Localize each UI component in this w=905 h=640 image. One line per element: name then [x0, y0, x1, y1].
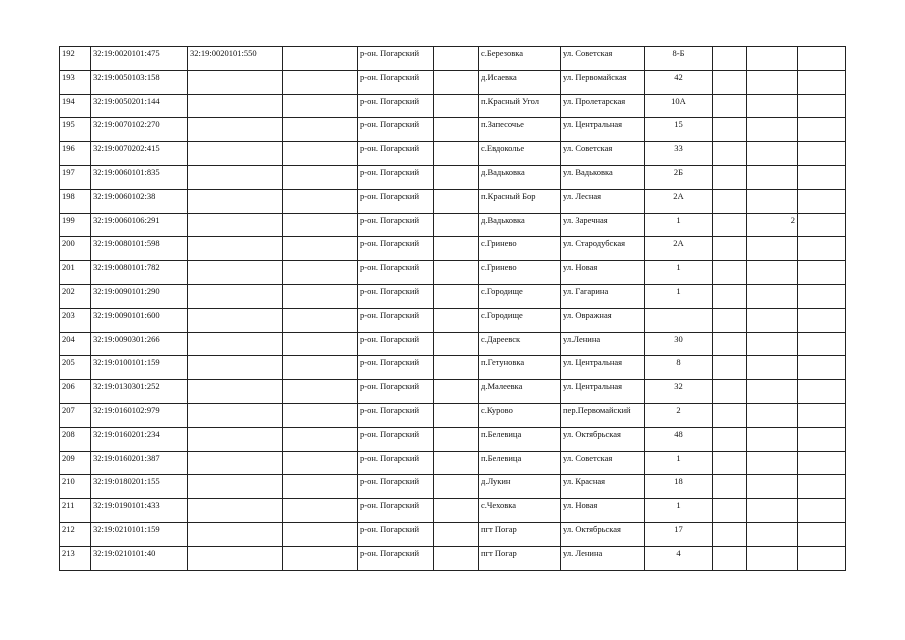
house-number-cell: 33 [645, 142, 713, 166]
empty-cell [434, 451, 479, 475]
linked-cadastral-number-cell [188, 284, 283, 308]
linked-cadastral-number-cell [188, 332, 283, 356]
district-cell: р-он. Погарский [358, 118, 434, 142]
row-number-cell: 202 [60, 284, 91, 308]
count-cell [747, 451, 798, 475]
district-cell: р-он. Погарский [358, 475, 434, 499]
locality-cell: д.Исаевка [479, 70, 561, 94]
empty-cell [434, 47, 479, 71]
empty-cell [434, 142, 479, 166]
linked-cadastral-number-cell: 32:19:0020101:550 [188, 47, 283, 71]
locality-cell: с.Курово [479, 403, 561, 427]
cadastral-number-cell: 32:19:0090301:266 [91, 332, 188, 356]
empty-cell [713, 356, 747, 380]
linked-cadastral-number-cell [188, 118, 283, 142]
linked-cadastral-number-cell [188, 546, 283, 570]
locality-cell: п.Белевица [479, 451, 561, 475]
house-number-cell: 1 [645, 213, 713, 237]
empty-cell [798, 380, 846, 404]
street-cell: ул. Красная [561, 475, 645, 499]
empty-cell [283, 380, 358, 404]
count-cell [747, 237, 798, 261]
empty-cell [798, 522, 846, 546]
street-cell: ул. Вадьковка [561, 165, 645, 189]
row-number-cell: 199 [60, 213, 91, 237]
count-cell [747, 522, 798, 546]
district-cell: р-он. Погарский [358, 70, 434, 94]
linked-cadastral-number-cell [188, 403, 283, 427]
row-number-cell: 212 [60, 522, 91, 546]
linked-cadastral-number-cell [188, 237, 283, 261]
street-cell: ул. Гагарина [561, 284, 645, 308]
table-row [60, 70, 846, 94]
count-cell [747, 284, 798, 308]
district-cell: р-он. Погарский [358, 451, 434, 475]
linked-cadastral-number-cell [188, 94, 283, 118]
table-row [60, 356, 846, 380]
empty-cell [798, 475, 846, 499]
cadastral-number-cell: 32:19:0190101:433 [91, 499, 188, 523]
empty-cell [798, 403, 846, 427]
cadastral-number-cell: 32:19:0060102:38 [91, 189, 188, 213]
street-cell: ул. Стародубская [561, 237, 645, 261]
empty-cell [713, 308, 747, 332]
house-number-cell: 42 [645, 70, 713, 94]
empty-cell [434, 403, 479, 427]
count-cell [747, 427, 798, 451]
linked-cadastral-number-cell [188, 189, 283, 213]
cadastral-number-cell: 32:19:0050201:144 [91, 94, 188, 118]
empty-cell [283, 546, 358, 570]
cadastral-number-cell: 32:19:0100101:159 [91, 356, 188, 380]
cadastral-number-cell: 32:19:0060101:835 [91, 165, 188, 189]
house-number-cell: 32 [645, 380, 713, 404]
street-cell: ул. Центральная [561, 356, 645, 380]
empty-cell [283, 213, 358, 237]
locality-cell: п.Гетуновка [479, 356, 561, 380]
empty-cell [713, 403, 747, 427]
table-row [60, 451, 846, 475]
table-row [60, 475, 846, 499]
cadastral-number-cell: 32:19:0090101:600 [91, 308, 188, 332]
house-number-cell: 4 [645, 546, 713, 570]
empty-cell [434, 94, 479, 118]
house-number-cell: 1 [645, 451, 713, 475]
street-cell: ул. Советская [561, 451, 645, 475]
district-cell: р-он. Погарский [358, 213, 434, 237]
count-cell [747, 94, 798, 118]
empty-cell [798, 427, 846, 451]
empty-cell [283, 261, 358, 285]
street-cell: ул. Октябрьская [561, 522, 645, 546]
locality-cell: с.Евдоколье [479, 142, 561, 166]
house-number-cell: 2А [645, 237, 713, 261]
district-cell: р-он. Погарский [358, 165, 434, 189]
empty-cell [434, 380, 479, 404]
locality-cell: д.Малеевка [479, 380, 561, 404]
district-cell: р-он. Погарский [358, 499, 434, 523]
empty-cell [798, 47, 846, 71]
district-cell: р-он. Погарский [358, 403, 434, 427]
empty-cell [434, 189, 479, 213]
row-number-cell: 204 [60, 332, 91, 356]
district-cell: р-он. Погарский [358, 522, 434, 546]
district-cell: р-он. Погарский [358, 142, 434, 166]
house-number-cell [645, 308, 713, 332]
house-number-cell: 1 [645, 499, 713, 523]
table-row [60, 522, 846, 546]
empty-cell [434, 427, 479, 451]
district-cell: р-он. Погарский [358, 47, 434, 71]
empty-cell [283, 118, 358, 142]
count-cell [747, 165, 798, 189]
locality-cell: д.Лукин [479, 475, 561, 499]
empty-cell [283, 142, 358, 166]
locality-cell: п.Белевица [479, 427, 561, 451]
table-row [60, 499, 846, 523]
cadastral-number-cell: 32:19:0160102:979 [91, 403, 188, 427]
empty-cell [798, 546, 846, 570]
street-cell: ул. Первомайская [561, 70, 645, 94]
count-cell [747, 70, 798, 94]
empty-cell [283, 94, 358, 118]
table-row [60, 284, 846, 308]
street-cell: ул. Пролетарская [561, 94, 645, 118]
district-cell: р-он. Погарский [358, 308, 434, 332]
house-number-cell: 8-Б [645, 47, 713, 71]
row-number-cell: 203 [60, 308, 91, 332]
locality-cell: с.Гринево [479, 237, 561, 261]
empty-cell [798, 499, 846, 523]
empty-cell [798, 70, 846, 94]
empty-cell [798, 165, 846, 189]
table-row [60, 427, 846, 451]
empty-cell [434, 499, 479, 523]
empty-cell [434, 332, 479, 356]
linked-cadastral-number-cell [188, 380, 283, 404]
count-cell [747, 546, 798, 570]
empty-cell [713, 546, 747, 570]
street-cell: ул.Ленина [561, 332, 645, 356]
row-number-cell: 213 [60, 546, 91, 570]
empty-cell [713, 47, 747, 71]
row-number-cell: 193 [60, 70, 91, 94]
empty-cell [434, 70, 479, 94]
table-row [60, 189, 846, 213]
empty-cell [798, 94, 846, 118]
count-cell [747, 403, 798, 427]
row-number-cell: 201 [60, 261, 91, 285]
district-cell: р-он. Погарский [358, 284, 434, 308]
district-cell: р-он. Погарский [358, 189, 434, 213]
empty-cell [798, 189, 846, 213]
row-number-cell: 197 [60, 165, 91, 189]
cadastral-number-cell: 32:19:0070102:270 [91, 118, 188, 142]
empty-cell [713, 142, 747, 166]
locality-cell: с.Гринево [479, 261, 561, 285]
locality-cell: пгт Погар [479, 522, 561, 546]
house-number-cell: 30 [645, 332, 713, 356]
street-cell: ул. Новая [561, 499, 645, 523]
empty-cell [713, 499, 747, 523]
house-number-cell: 15 [645, 118, 713, 142]
linked-cadastral-number-cell [188, 165, 283, 189]
count-cell [747, 308, 798, 332]
cadastral-number-cell: 32:19:0080101:782 [91, 261, 188, 285]
count-cell [747, 380, 798, 404]
property-register-table [59, 46, 846, 571]
row-number-cell: 192 [60, 47, 91, 71]
locality-cell: с.Чеховка [479, 499, 561, 523]
linked-cadastral-number-cell [188, 308, 283, 332]
empty-cell [283, 475, 358, 499]
locality-cell: с.Березовка [479, 47, 561, 71]
cadastral-number-cell: 32:19:0180201:155 [91, 475, 188, 499]
cadastral-number-cell: 32:19:0020101:475 [91, 47, 188, 71]
empty-cell [283, 427, 358, 451]
cadastral-number-cell: 32:19:0130301:252 [91, 380, 188, 404]
row-number-cell: 200 [60, 237, 91, 261]
table-row [60, 94, 846, 118]
house-number-cell: 1 [645, 261, 713, 285]
table-row [60, 308, 846, 332]
street-cell: пер.Первомайский [561, 403, 645, 427]
empty-cell [713, 284, 747, 308]
empty-cell [283, 284, 358, 308]
empty-cell [798, 308, 846, 332]
empty-cell [798, 142, 846, 166]
empty-cell [713, 261, 747, 285]
district-cell: р-он. Погарский [358, 546, 434, 570]
empty-cell [434, 284, 479, 308]
cadastral-number-cell: 32:19:0210101:40 [91, 546, 188, 570]
locality-cell: с.Городище [479, 284, 561, 308]
count-cell [747, 142, 798, 166]
district-cell: р-он. Погарский [358, 332, 434, 356]
count-cell [747, 47, 798, 71]
row-number-cell: 209 [60, 451, 91, 475]
cadastral-number-cell: 32:19:0080101:598 [91, 237, 188, 261]
locality-cell: п.Красный Угол [479, 94, 561, 118]
empty-cell [713, 213, 747, 237]
empty-cell [434, 237, 479, 261]
linked-cadastral-number-cell [188, 499, 283, 523]
street-cell: ул. Октябрьская [561, 427, 645, 451]
empty-cell [434, 213, 479, 237]
empty-cell [283, 47, 358, 71]
linked-cadastral-number-cell [188, 522, 283, 546]
row-number-cell: 205 [60, 356, 91, 380]
linked-cadastral-number-cell [188, 261, 283, 285]
district-cell: р-он. Погарский [358, 261, 434, 285]
locality-cell: п.Красный Бор [479, 189, 561, 213]
cadastral-number-cell: 32:19:0160201:234 [91, 427, 188, 451]
empty-cell [283, 308, 358, 332]
empty-cell [798, 213, 846, 237]
locality-cell: с.Городище [479, 308, 561, 332]
street-cell: ул. Советская [561, 47, 645, 71]
house-number-cell: 17 [645, 522, 713, 546]
empty-cell [713, 380, 747, 404]
empty-cell [283, 165, 358, 189]
empty-cell [798, 284, 846, 308]
empty-cell [283, 189, 358, 213]
table-body [60, 47, 846, 571]
empty-cell [798, 261, 846, 285]
empty-cell [798, 451, 846, 475]
cadastral-number-cell: 32:19:0060106:291 [91, 213, 188, 237]
count-cell [747, 356, 798, 380]
empty-cell [283, 499, 358, 523]
count-cell [747, 475, 798, 499]
cadastral-number-cell: 32:19:0050103:158 [91, 70, 188, 94]
empty-cell [798, 332, 846, 356]
street-cell: ул. Ленина [561, 546, 645, 570]
empty-cell [434, 165, 479, 189]
table-row [60, 403, 846, 427]
empty-cell [434, 356, 479, 380]
cadastral-number-cell: 32:19:0160201:387 [91, 451, 188, 475]
street-cell: ул. Овражная [561, 308, 645, 332]
count-cell [747, 118, 798, 142]
table-row [60, 546, 846, 570]
table-row [60, 332, 846, 356]
linked-cadastral-number-cell [188, 142, 283, 166]
empty-cell [713, 237, 747, 261]
row-number-cell: 198 [60, 189, 91, 213]
count-cell [747, 261, 798, 285]
linked-cadastral-number-cell [188, 356, 283, 380]
empty-cell [798, 118, 846, 142]
empty-cell [283, 237, 358, 261]
linked-cadastral-number-cell [188, 451, 283, 475]
district-cell: р-он. Погарский [358, 380, 434, 404]
empty-cell [434, 261, 479, 285]
locality-cell: д.Вадьковка [479, 165, 561, 189]
empty-cell [713, 189, 747, 213]
empty-cell [283, 522, 358, 546]
table-row [60, 118, 846, 142]
empty-cell [283, 403, 358, 427]
linked-cadastral-number-cell [188, 475, 283, 499]
street-cell: ул. Центральная [561, 118, 645, 142]
linked-cadastral-number-cell [188, 70, 283, 94]
empty-cell [434, 475, 479, 499]
district-cell: р-он. Погарский [358, 356, 434, 380]
locality-cell: с.Дареевск [479, 332, 561, 356]
street-cell: ул. Заречная [561, 213, 645, 237]
table-row [60, 213, 846, 237]
locality-cell: п.Запесочье [479, 118, 561, 142]
house-number-cell: 10А [645, 94, 713, 118]
empty-cell [713, 70, 747, 94]
house-number-cell: 8 [645, 356, 713, 380]
count-cell [747, 332, 798, 356]
street-cell: ул. Центральная [561, 380, 645, 404]
district-cell: р-он. Погарский [358, 94, 434, 118]
row-number-cell: 194 [60, 94, 91, 118]
row-number-cell: 207 [60, 403, 91, 427]
house-number-cell: 2А [645, 189, 713, 213]
row-number-cell: 206 [60, 380, 91, 404]
empty-cell [283, 70, 358, 94]
empty-cell [434, 308, 479, 332]
table-row [60, 261, 846, 285]
house-number-cell: 48 [645, 427, 713, 451]
count-cell [747, 499, 798, 523]
empty-cell [713, 94, 747, 118]
house-number-cell: 2Б [645, 165, 713, 189]
row-number-cell: 195 [60, 118, 91, 142]
table-row [60, 142, 846, 166]
row-number-cell: 210 [60, 475, 91, 499]
table-row [60, 380, 846, 404]
street-cell: ул. Лесная [561, 189, 645, 213]
linked-cadastral-number-cell [188, 213, 283, 237]
empty-cell [798, 237, 846, 261]
cadastral-number-cell: 32:19:0210101:159 [91, 522, 188, 546]
empty-cell [713, 427, 747, 451]
street-cell: ул. Новая [561, 261, 645, 285]
house-number-cell: 18 [645, 475, 713, 499]
district-cell: р-он. Погарский [358, 237, 434, 261]
empty-cell [283, 451, 358, 475]
empty-cell [434, 118, 479, 142]
empty-cell [713, 165, 747, 189]
count-cell [747, 189, 798, 213]
count-cell: 2 [747, 213, 798, 237]
empty-cell [798, 356, 846, 380]
empty-cell [283, 332, 358, 356]
cadastral-number-cell: 32:19:0090101:290 [91, 284, 188, 308]
table-row [60, 237, 846, 261]
table-row [60, 47, 846, 71]
table-row [60, 165, 846, 189]
locality-cell: пгт Погар [479, 546, 561, 570]
district-cell: р-он. Погарский [358, 427, 434, 451]
empty-cell [713, 118, 747, 142]
house-number-cell: 1 [645, 284, 713, 308]
row-number-cell: 208 [60, 427, 91, 451]
street-cell: ул. Советская [561, 142, 645, 166]
empty-cell [434, 522, 479, 546]
empty-cell [713, 332, 747, 356]
empty-cell [283, 356, 358, 380]
empty-cell [713, 475, 747, 499]
empty-cell [434, 546, 479, 570]
house-number-cell: 2 [645, 403, 713, 427]
row-number-cell: 211 [60, 499, 91, 523]
row-number-cell: 196 [60, 142, 91, 166]
locality-cell: д.Вадьковка [479, 213, 561, 237]
empty-cell [713, 522, 747, 546]
empty-cell [713, 451, 747, 475]
cadastral-number-cell: 32:19:0070202:415 [91, 142, 188, 166]
linked-cadastral-number-cell [188, 427, 283, 451]
